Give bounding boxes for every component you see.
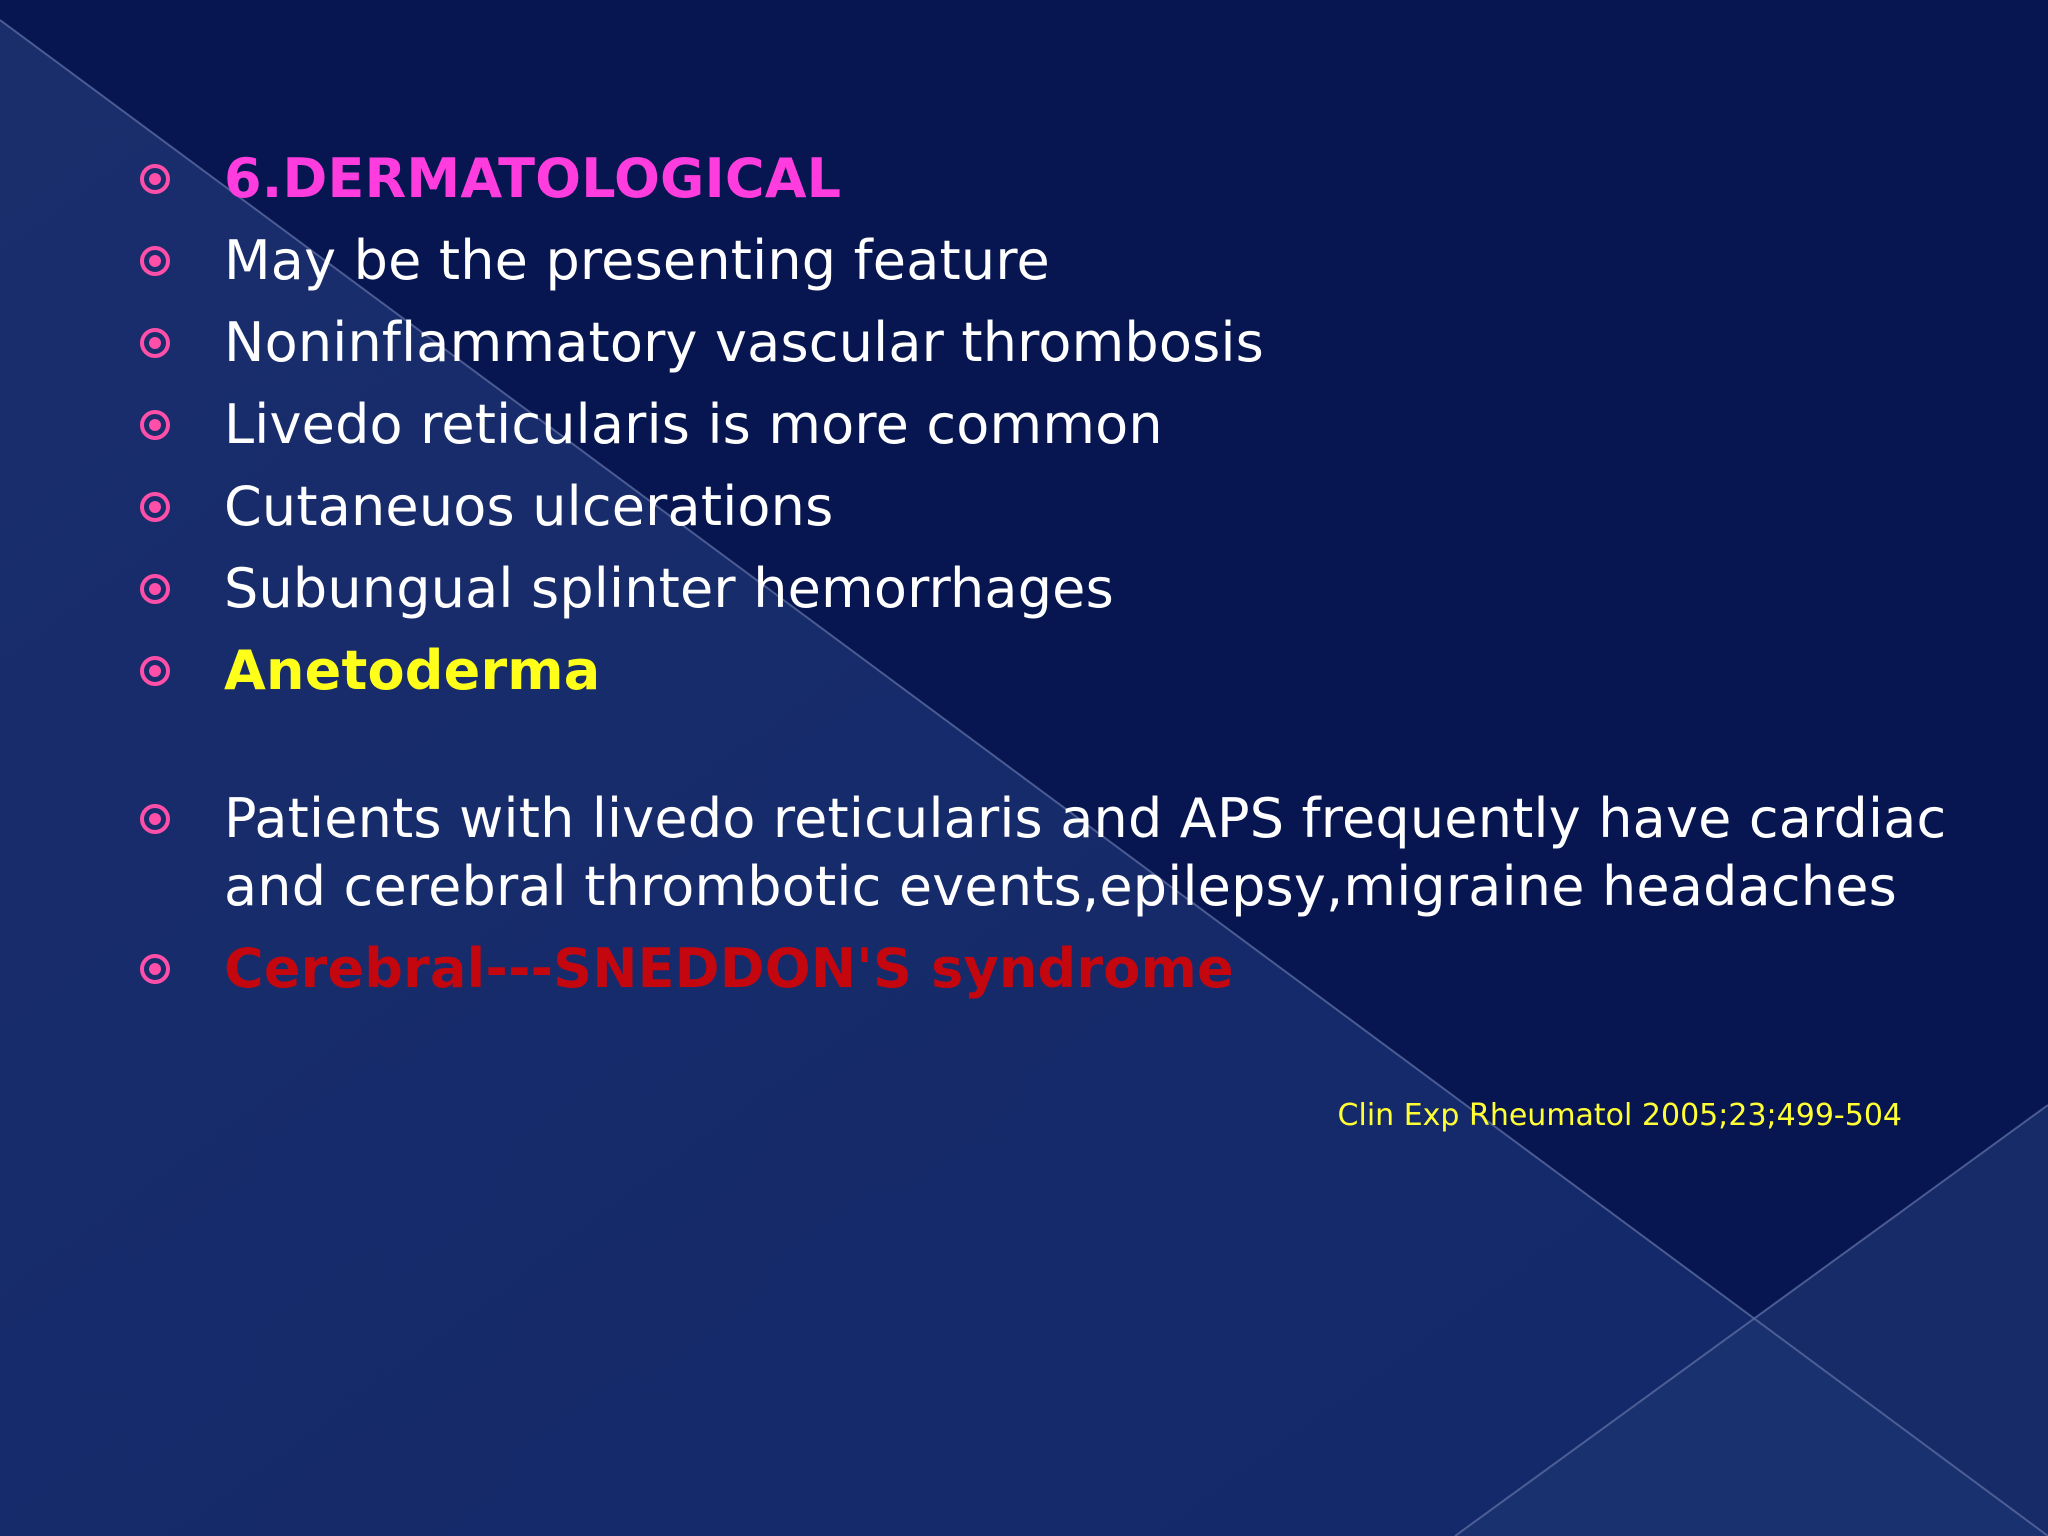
bullet-text: Livedo reticularis is more common — [224, 393, 1163, 456]
bullet-item-paragraph — [140, 785, 1960, 921]
citation: Clin Exp Rheumatol 2005;23;499-504 — [1337, 1098, 1902, 1133]
bullet-item-anetoderma — [140, 637, 1960, 705]
bullet-list — [140, 145, 1960, 1017]
circle-dot-icon — [140, 574, 170, 604]
bullet-text: Patients with livedo reticularis and APS frequently have cardiac and cerebral thrombotic events,epilepsy,migraine headaches — [224, 787, 1947, 918]
bullet-item-sneddon — [140, 935, 1960, 1003]
bullet-text: 6.DERMATOLOGICAL — [224, 147, 842, 210]
bullet-text: May be the presenting feature — [224, 229, 1050, 292]
bullet-text: Subungual splinter hemorrhages — [224, 557, 1114, 620]
circle-dot-icon — [140, 410, 170, 440]
bullet-item — [140, 555, 1960, 623]
bullet-item-heading — [140, 145, 1960, 213]
bullet-text: Anetoderma — [224, 639, 601, 702]
circle-dot-icon — [140, 164, 170, 194]
circle-dot-icon — [140, 492, 170, 522]
bullet-item — [140, 227, 1960, 295]
bullet-text: Cerebral---SNEDDON'S syndrome — [224, 937, 1234, 1000]
bullet-text: Noninflammatory vascular thrombosis — [224, 311, 1265, 374]
circle-dot-icon — [140, 656, 170, 686]
circle-dot-icon — [140, 328, 170, 358]
circle-dot-icon — [140, 804, 170, 834]
bullet-item — [140, 309, 1960, 377]
bullet-text: Cutaneuos ulcerations — [224, 475, 834, 538]
circle-dot-icon — [140, 246, 170, 276]
bullet-item — [140, 473, 1960, 541]
circle-dot-icon — [140, 954, 170, 984]
bullet-item — [140, 391, 1960, 459]
